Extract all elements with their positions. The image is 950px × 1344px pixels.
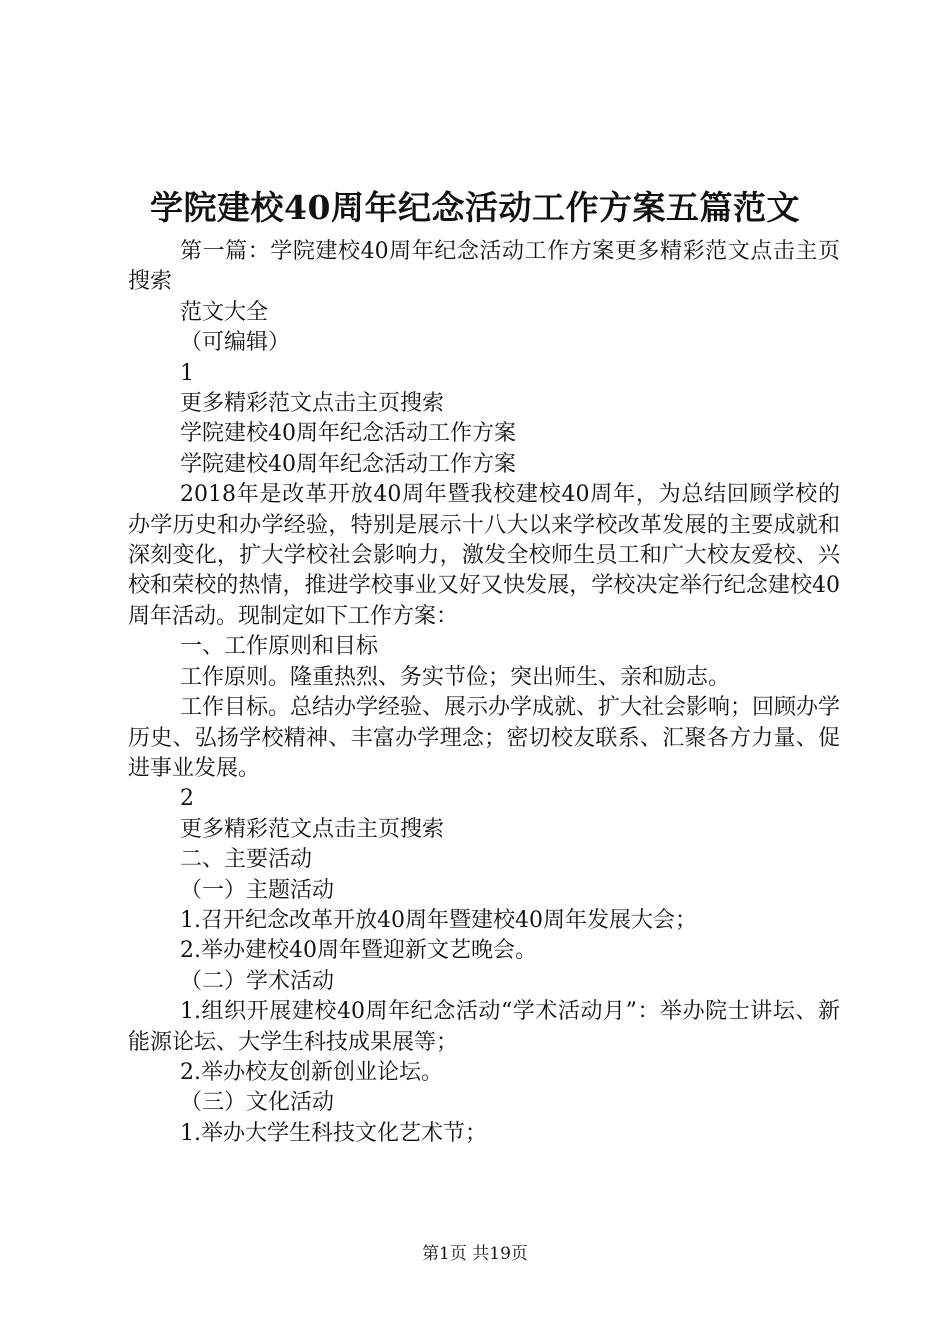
paragraph: 更多精彩范文点击主页搜索 [180, 391, 445, 417]
list-item: 1.组织开展建校40周年纪念活动“学术活动月”：举办院士讲坛、新能源论坛、大学生科技成果展等； [128, 999, 840, 1055]
paragraph: 学院建校40周年纪念活动工作方案 [180, 451, 516, 477]
paragraph: 工作目标。总结办学经验、展示办学成就、扩大社会影响；回顾办学历史、弘扬学校精神、丰富办学理念；密切校友联系、汇聚各方力量、促进事业发展。 [128, 695, 841, 781]
list-item: 2.举办校友创新创业论坛。 [180, 1059, 443, 1085]
section-heading: 一、工作原则和目标 [180, 634, 379, 660]
paragraph: （可编辑） [180, 330, 291, 356]
page-footer: 第1页 共19页 [422, 1244, 528, 1264]
document-body [128, 237, 840, 1149]
subsection-heading: （二）学术活动 [180, 968, 335, 994]
paragraph: 学院建校40周年纪念活动工作方案 [180, 421, 516, 447]
subsection-heading: （三）文化活动 [180, 1090, 335, 1116]
paragraph: 更多精彩范文点击主页搜索 [180, 816, 445, 842]
section-heading: 二、主要活动 [180, 847, 313, 873]
subsection-heading: （一）主题活动 [180, 877, 335, 903]
page-marker: 2 [180, 786, 194, 812]
list-item: 2.举办建校40周年暨迎新文艺晚会。 [180, 938, 537, 964]
list-item: 1.召开纪念改革开放40周年暨建校40周年发展大会； [180, 907, 697, 933]
paragraph: 2018年是改革开放40周年暨我校建校40周年，为总结回顾学校的办学历史和办学经验，特别是展示十八大以来学校改革发展的主要成就和深刻变化，扩大学校社会影响力，激发全校师生员工和广大校友爱校、兴校和荣校的热情，推进学校事业又好又快发展，学校决定举行纪念建校40周年活动。现制定如下工作方案： [128, 482, 840, 629]
paragraph: 第一篇：学院建校40周年纪念活动工作方案更多精彩范文点击主页搜索 [128, 239, 840, 295]
paragraph: 工作原则。隆重热烈、务实节俭；突出师生、亲和励志。 [180, 664, 731, 690]
page-marker: 1 [180, 360, 194, 386]
document-title: 学院建校40周年纪念活动工作方案五篇范文 [150, 188, 800, 227]
paragraph: 范文大全 [180, 299, 269, 325]
list-item: 1.举办大学生科技文化艺术节； [180, 1120, 487, 1146]
